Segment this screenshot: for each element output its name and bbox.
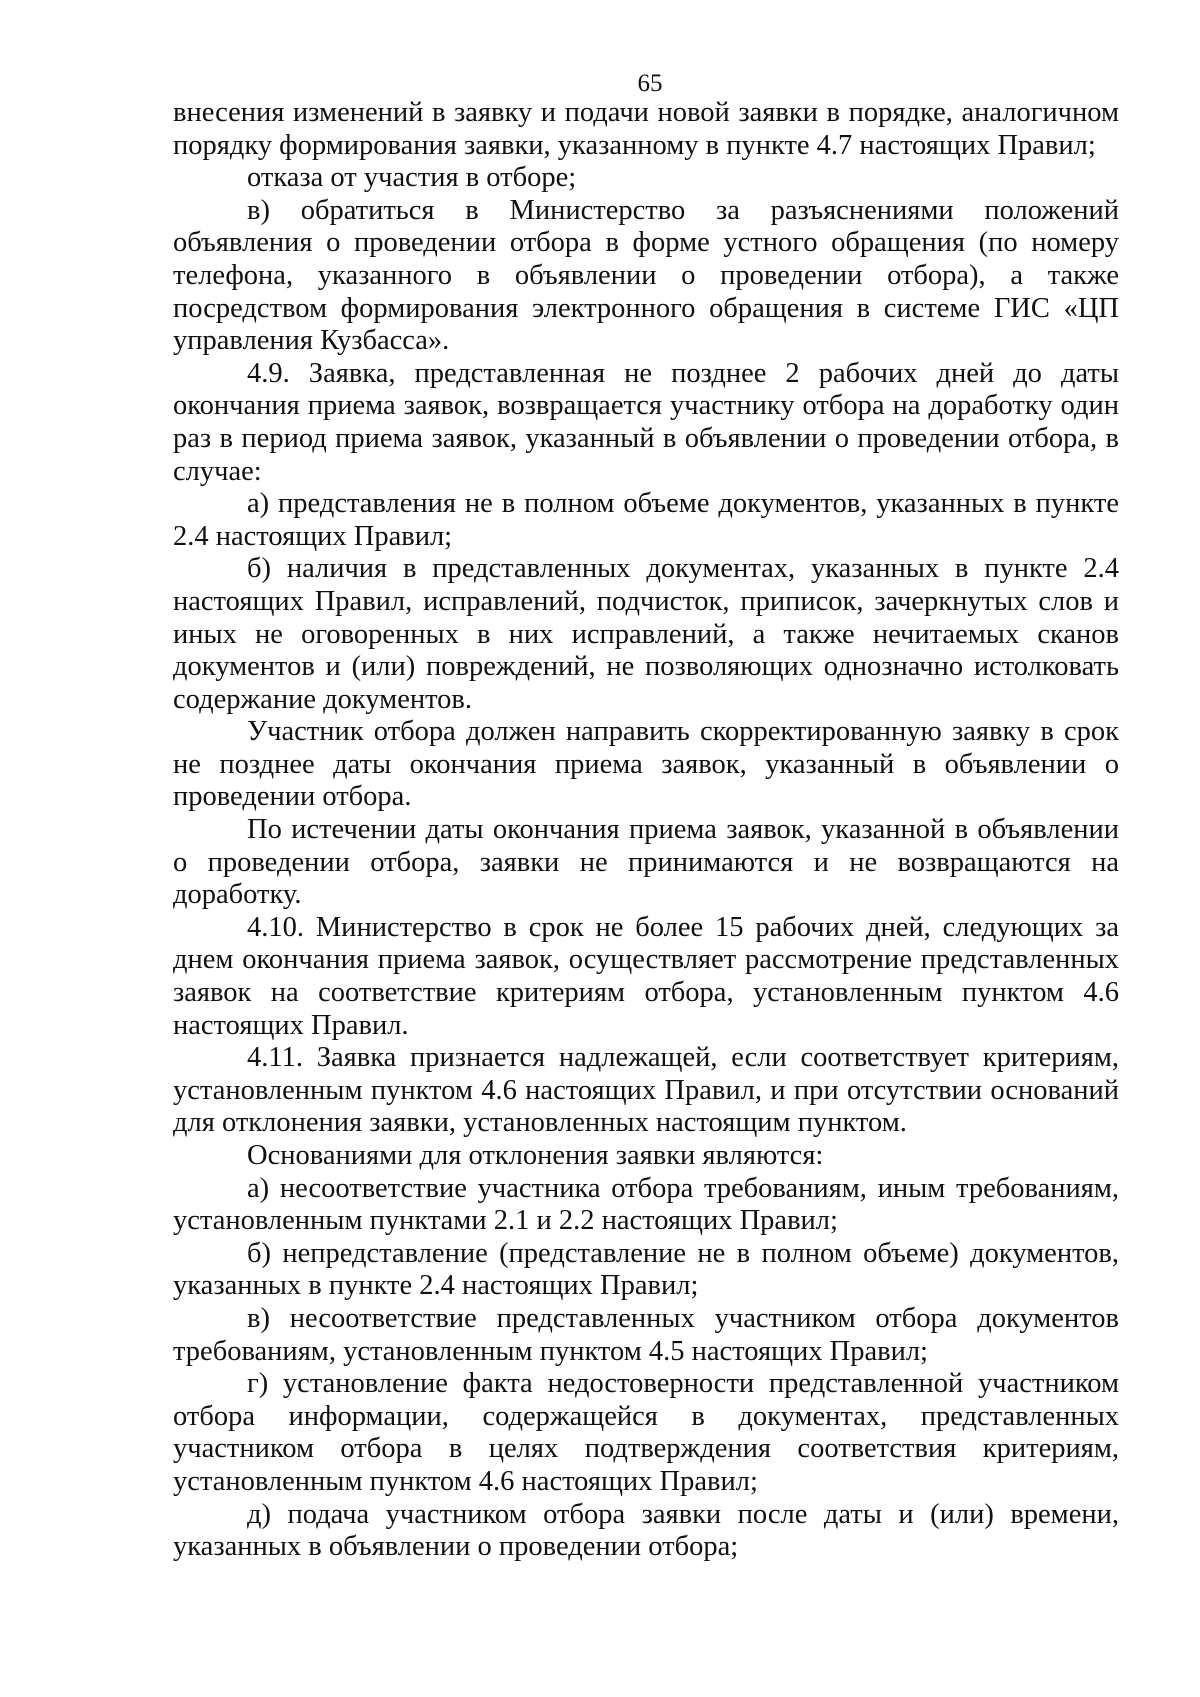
paragraph-ground-d: д) подача участником отбора заявки после даты и (или) времени, указанных в объявлении о проведении отбора; [173, 1498, 1119, 1563]
paragraph-rejection-grounds: Основаниями для отклонения заявки являются: [247, 1140, 824, 1171]
paragraph-4-10: 4.10. Министерство в срок не более 15 рабочих дней, следующих за днем окончания приема заявок, осуществляет рассмотрение представленных заявок на соответствие критериям отбора, установленным пунктом 4.6 настоящих Правил. [173, 911, 1119, 1041]
paragraph-corrected-application: Участник отбора должен направить скорректированную заявку в срок не позднее даты окончания приема заявок, указанный в объявлении о проведении отбора. [173, 716, 1119, 813]
paragraph-4-9: 4.9. Заявка, представленная не позднее 2 рабочих дней до даты окончания приема заявок, возвращается участнику отбора на доработку один раз в период приема заявок, указанный в объявлении о проведении отбора, в случае: [173, 357, 1119, 487]
page-number: 65 [637, 70, 663, 97]
paragraph-clarification-request: в) обратиться в Министерство за разъяснениями положений объявления о проведении отбора в форме устного обращения (по номеру телефона, указанного в объявлении о проведении отбора), а также посредством формирования электронного обращения в системе ГИС «ЦП управления Кузбасса». [173, 194, 1119, 357]
paragraph-4-11: 4.11. Заявка признается надлежащей, если соответствует критериям, установленным пунктом 4.6 настоящих Правил, и при отсутствии оснований для отклонения заявки, установленных настоящим пунктом. [173, 1042, 1119, 1139]
document-body [173, 97, 1119, 1564]
paragraph-ground-g: г) установление факта недостоверности представленной участником отбора информации, содержащейся в документах, представленных участником отбора в целях подтверждения соответствия критериям, установленным пунктом 4.6 настоящих Правил; [173, 1368, 1119, 1497]
paragraph-4-9-b: б) наличия в представленных документах, указанных в пункте 2.4 настоящих Правил, исправлений, подчисток, приписок, зачеркнутых слов и иных не оговоренных в них исправлений, а также нечитаемых сканов документов и (или) повреждений, не позволяющих однозначно истолковать содержание документов. [173, 553, 1119, 715]
paragraph-ground-b: б) непредставление (представление не в полном объеме) документов, указанных в пункте 2.4 настоящих Правил; [173, 1237, 1119, 1302]
paragraph-deadline-expiry: По истечении даты окончания приема заявок, указанной в объявлении о проведении отбора, заявки не принимаются и не возвращаются на доработку. [173, 814, 1119, 911]
paragraph-ground-a: а) несоответствие участника отбора требованиям, иным требованиям, установленным пунктами 2.1 и 2.2 настоящих Правил; [173, 1172, 1119, 1237]
paragraph-ground-v: в) несоответствие представленных участником отбора документов требованиям, установленным пунктом 4.5 настоящих Правил; [173, 1302, 1119, 1367]
paragraph-4-9-a: а) представления не в полном объеме документов, указанных в пункте 2.4 настоящих Правил; [173, 488, 1119, 552]
paragraph-refusal: отказа от участия в отборе; [247, 162, 577, 194]
paragraph-continuation: внесения изменений в заявку и подачи новой заявки в порядке, аналогичном порядку формирования заявки, указанному в пункте 4.7 настоящих Правил; [173, 97, 1119, 161]
